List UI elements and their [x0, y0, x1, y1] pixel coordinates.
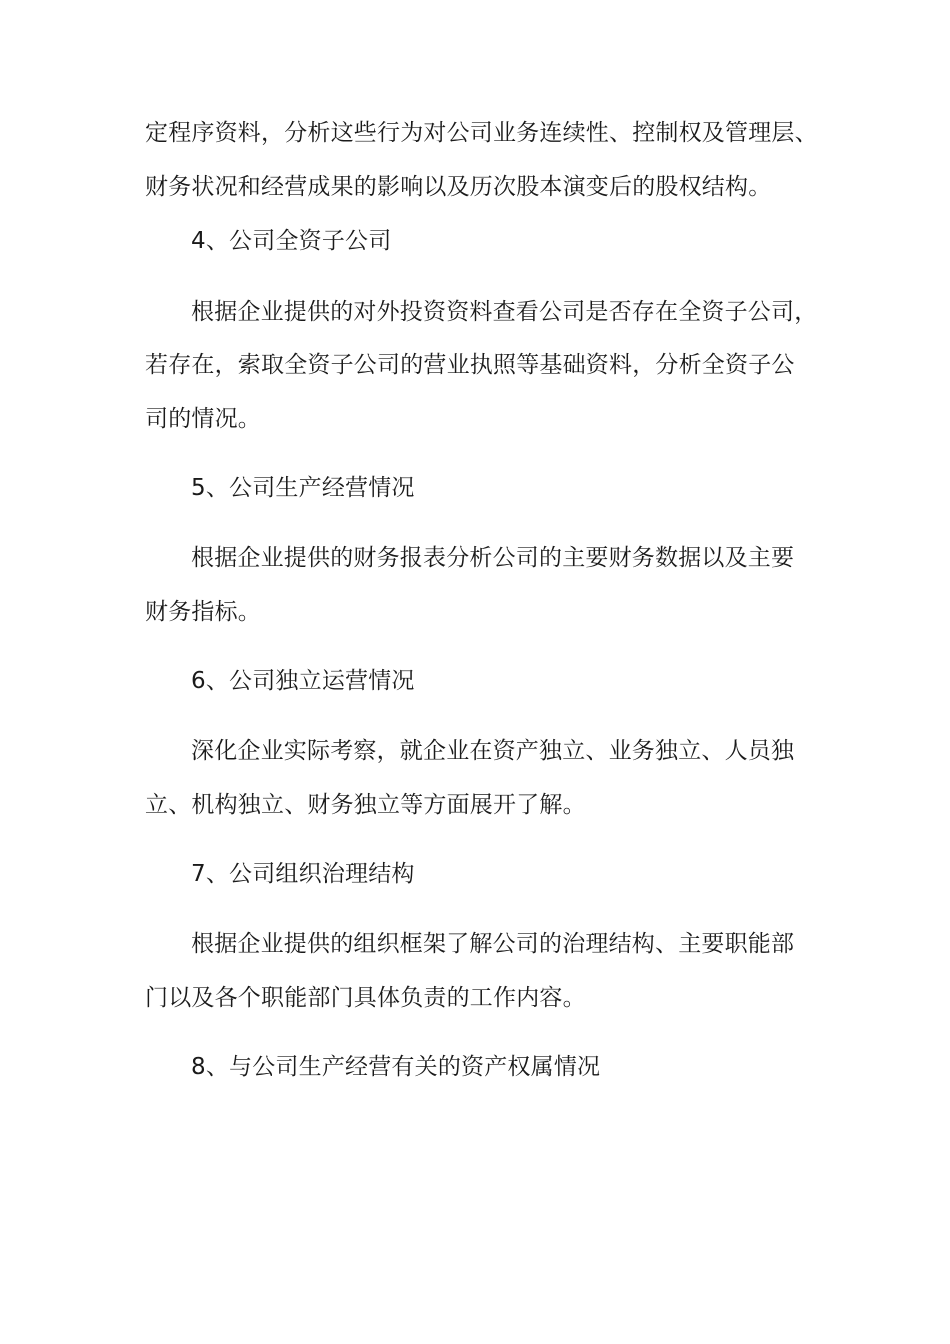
paragraph-line: 财务指标。: [145, 599, 261, 625]
paragraph-line: 根据企业提供的财务报表分析公司的主要财务数据以及主要: [191, 545, 795, 571]
paragraph-line: 深化企业实际考察，就企业在资产独立、业务独立、人员独: [191, 738, 795, 764]
paragraph-line: 根据企业提供的对外投资资料查看公司是否存在全资子公司，: [191, 299, 818, 325]
paragraph-line: 财务状况和经营成果的影响以及历次股本演变后的股权结构。: [145, 174, 772, 200]
paragraph-line: 司的情况。: [145, 406, 261, 432]
section-heading-6: 6、公司独立运营情况: [191, 668, 415, 694]
section-heading-8: 8、与公司生产经营有关的资产权属情况: [191, 1054, 601, 1080]
section-heading-5: 5、公司生产经营情况: [191, 475, 415, 501]
section-heading-4: 4、公司全资子公司: [191, 228, 392, 254]
paragraph-line: 定程序资料，分析这些行为对公司业务连续性、控制权及管理层、: [145, 120, 818, 146]
paragraph-line: 门以及各个职能部门具体负责的工作内容。: [145, 985, 586, 1011]
paragraph-line: 若存在，索取全资子公司的营业执照等基础资料，分析全资子公: [145, 352, 795, 378]
paragraph-line: 根据企业提供的组织框架了解公司的治理结构、主要职能部: [191, 931, 795, 957]
section-heading-7: 7、公司组织治理结构: [191, 861, 415, 887]
paragraph-line: 立、机构独立、财务独立等方面展开了解。: [145, 792, 586, 818]
